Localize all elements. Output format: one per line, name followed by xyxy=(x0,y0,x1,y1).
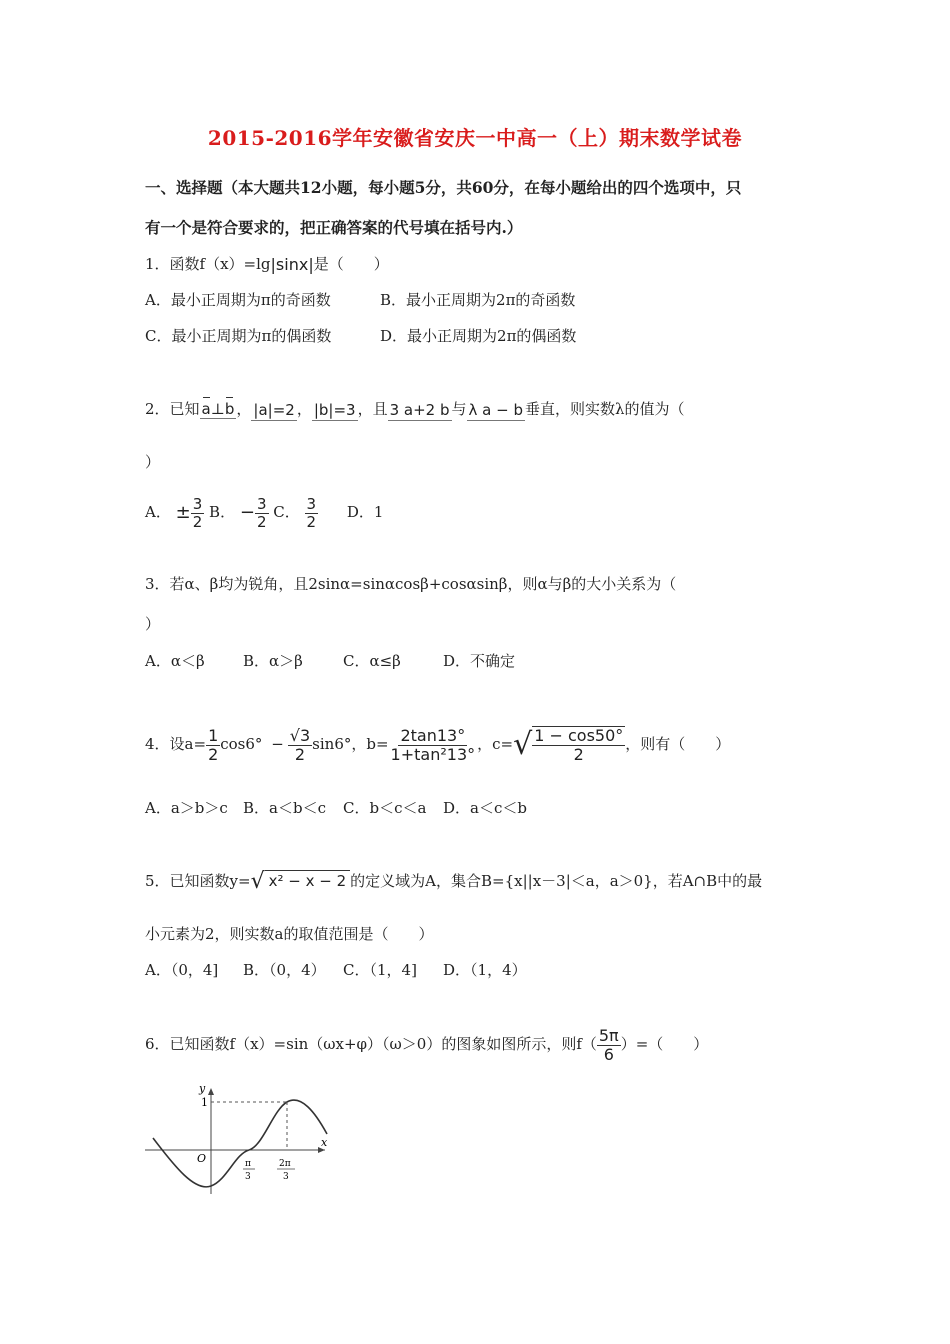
q6-tick2-den: 3 xyxy=(283,1172,289,1182)
q4-f3-den: 1+tan²13° xyxy=(390,744,476,764)
q3-stem-continuation: ） xyxy=(145,615,161,633)
q1-option-d: D．最小正周期为2π的偶函数 xyxy=(380,327,577,345)
q4-sqrt-sign: √ xyxy=(513,727,533,762)
q3-option-b: B．α＞β xyxy=(243,652,303,670)
q4-fraction-sqrt3-over-2 xyxy=(288,727,312,763)
q4-c-eq: ，c= xyxy=(477,735,514,753)
q6-x-label: x xyxy=(321,1136,328,1149)
q2-option-b-fraction xyxy=(255,496,269,530)
q2-stem-pre: 2．已知 xyxy=(145,400,200,418)
q4-minus: − xyxy=(271,735,284,753)
q6-fraction-5pi-over-6 xyxy=(597,1027,621,1063)
q1-option-a: A．最小正周期为π的奇函数 xyxy=(145,291,331,309)
q6-stem-post: ）=（ ） xyxy=(620,1035,709,1053)
q6-tick1-num: π xyxy=(245,1159,251,1169)
q2-option-b-sign: − xyxy=(239,502,255,523)
q4-f2-num: √3 xyxy=(289,725,311,745)
q5-option-a: A．（0，4] xyxy=(145,961,219,979)
q2-option-b-den: 2 xyxy=(256,512,267,531)
q2-options xyxy=(145,494,383,531)
question-5 xyxy=(145,870,762,892)
q1-stem-pre: 1．函数f（x）=lg xyxy=(145,255,271,273)
q4-f1-num: 1 xyxy=(208,725,219,745)
q1-option-b: B．最小正周期为2π的奇函数 xyxy=(380,291,576,309)
q5-stem-post: 的定义域为A，集合B={x||x－3|＜a，a＞0}，若A∩B中的最 xyxy=(350,872,763,890)
q2-option-b: B． xyxy=(209,503,236,521)
q2-math-norm-a: |a|=2 xyxy=(253,400,295,419)
question-2 xyxy=(145,399,685,421)
q4-option-b: B．a＜b＜c xyxy=(243,799,326,817)
q2-stem-continuation: ） xyxy=(145,453,161,471)
exam-title: 2015-2016学年安徽省安庆一中高一（上）期末数学试卷 xyxy=(207,126,743,150)
q5-option-c: C．（1，4] xyxy=(343,961,417,979)
q6-tick1-den: 3 xyxy=(245,1172,251,1182)
q4-f4-num: 1 − cos50° xyxy=(534,726,624,746)
q4-option-a: A．a＞b＞c xyxy=(145,799,228,817)
q2-math-perp xyxy=(200,400,237,419)
q2-vector-a: a xyxy=(201,400,211,418)
q2-option-a-fraction xyxy=(191,496,205,530)
q6-y-axis-arrow xyxy=(208,1088,214,1095)
question-1 xyxy=(145,254,389,275)
q2-math-norm-b: |b|=3 xyxy=(313,400,356,419)
q4-option-d: D．a＜c＜b xyxy=(443,799,527,817)
q2-option-c-den: 2 xyxy=(306,512,317,531)
q4-f2-den: 2 xyxy=(294,744,306,764)
q2-option-c: C． xyxy=(273,503,300,521)
q5-stem-pre: 5．已知函数y= xyxy=(145,872,251,890)
q4-f1-den: 2 xyxy=(208,744,219,764)
q2-perp-symbol: ⊥ xyxy=(210,400,225,418)
q6-origin: O xyxy=(197,1152,207,1165)
q2-option-a-num: 3 xyxy=(192,495,203,513)
q2-math-lambda-a-b: λ a − b xyxy=(468,400,523,419)
q6-y-label: y xyxy=(199,1082,206,1095)
question-3: 3．若α、β均为锐角，且2sinα=sinαcosβ+cosαsinβ，则α与β的大小关系为（ xyxy=(145,575,677,593)
q4-sin6-b: sin6°，b= xyxy=(312,735,389,753)
section1-instructions-line2: 有一个是符合要求的，把正确答案的代号填在括号内.） xyxy=(145,218,523,237)
q2-option-a: A． xyxy=(145,503,171,521)
q6-tick2-num: 2π xyxy=(279,1159,291,1169)
q2-sep1: ， xyxy=(236,400,252,418)
question-6 xyxy=(145,1020,708,1068)
q5-sqrt-sign: √ xyxy=(250,869,265,894)
q1-stem-post: 是（ ） xyxy=(313,255,389,273)
q2-option-a-sign: ± xyxy=(175,502,191,523)
q2-sep2: ， xyxy=(296,400,312,418)
q2-option-b-num: 3 xyxy=(256,495,267,513)
q4-option-c: C．b＜c＜a xyxy=(343,799,427,817)
q1-option-c: C．最小正周期为π的偶函数 xyxy=(145,327,332,345)
q6-sine-curve xyxy=(153,1100,327,1187)
q5-option-d: D．（1，4） xyxy=(443,961,527,979)
q4-fraction-tan xyxy=(389,727,478,763)
q3-option-c: C．α≤β xyxy=(343,652,401,670)
q4-cos6: cos6° xyxy=(220,735,263,753)
q2-mid: 与 xyxy=(451,400,467,418)
q4-stem-post: ，则有（ ） xyxy=(625,735,731,753)
q6-f-num: 5π xyxy=(598,1025,619,1045)
q1-math-abs-sinx: |sinx| xyxy=(270,255,314,274)
q2-sep3: ，且 xyxy=(357,400,388,418)
q5-sqrt-radicand: x² − x − 2 xyxy=(265,870,351,891)
q4-stem-pre: 4．设a= xyxy=(145,735,207,753)
q2-vector-b: b xyxy=(224,400,235,418)
q5-stem-continuation: 小元素为2，则实数a的取值范围是（ ） xyxy=(145,925,434,943)
q2-option-c-fraction xyxy=(305,496,319,530)
q2-option-a-den: 2 xyxy=(192,512,203,531)
q3-option-a: A．α＜β xyxy=(145,652,205,670)
q4-f4-den: 2 xyxy=(573,745,584,764)
q2-option-d: D．1 xyxy=(346,503,384,521)
q6-stem-pre: 6．已知函数f（x）=sin（ωx+φ）（ω＞0）的图象如图所示，则f（ xyxy=(145,1035,597,1053)
q6-tick-one: 1 xyxy=(201,1096,208,1109)
q5-option-b: B．（0，4） xyxy=(243,961,326,979)
question-4 xyxy=(145,712,730,777)
q4-f3-num: 2tan13° xyxy=(400,725,466,745)
q4-fraction-sqrt-cos xyxy=(532,726,625,763)
q2-math-3a-2b: 3 a+2 b xyxy=(389,400,450,419)
q3-option-d: D．不确定 xyxy=(443,652,516,670)
q6-f-den: 6 xyxy=(603,1044,614,1064)
q6-sine-graph xyxy=(145,1082,330,1197)
q4-fraction-half xyxy=(206,727,220,763)
q2-option-c-num: 3 xyxy=(306,495,317,513)
section1-instructions-line1: 一、选择题（本大题共12小题，每小题5分，共60分，在每小题给出的四个选项中，只 xyxy=(145,178,742,197)
q2-stem-post: 垂直，则实数λ的值为（ xyxy=(525,400,685,418)
